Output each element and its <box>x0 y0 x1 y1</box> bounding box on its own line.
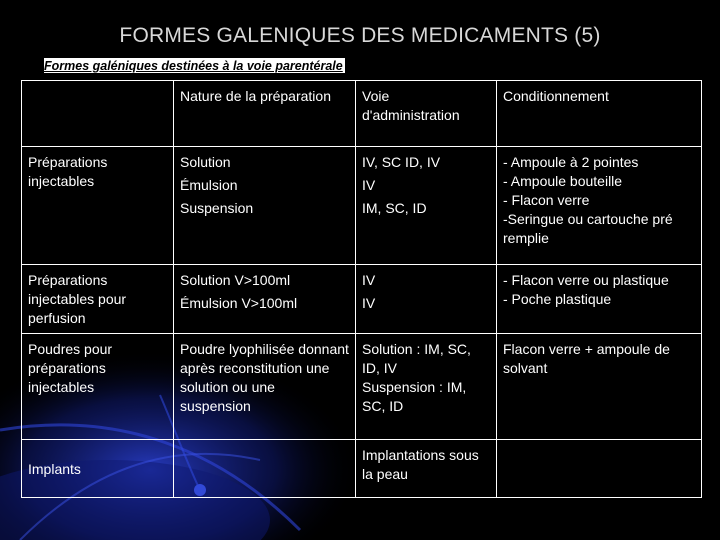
table-header-row <box>22 81 702 147</box>
table-cell: - Ampoule à 2 pointes - Ampoule bouteille - Flacon verre -Seringue ou cartouche pré remplie <box>497 147 702 265</box>
table-header-cell: Conditionnement <box>497 81 702 147</box>
table-header-cell: Nature de la préparation <box>174 81 356 147</box>
table-cell: Poudres pour préparations injectables <box>22 334 174 440</box>
table-cell: IV, SC ID, IV IV IM, SC, ID <box>356 147 497 265</box>
table-cell: IV IV <box>356 265 497 334</box>
table-cell: Implantations sous la peau <box>356 440 497 498</box>
table-cell <box>174 440 356 498</box>
slide-subtitle: Formes galéniques destinées à la voie parentérale <box>44 59 343 73</box>
table-cell: Solution : IM, SC, ID, IV Suspension : IM, SC, ID <box>356 334 497 440</box>
table-cell <box>497 440 702 498</box>
table-header-cell: Voie d'administration <box>356 81 497 147</box>
table-cell: Implants <box>22 440 174 498</box>
table-cell: Solution V>100ml Émulsion V>100ml <box>174 265 356 334</box>
table-row <box>22 440 702 498</box>
table-cell: Préparations injectables <box>22 147 174 265</box>
table-cell: Poudre lyophilisée donnant après reconstitution une solution ou une suspension <box>174 334 356 440</box>
slide-title: FORMES GALENIQUES DES MEDICAMENTS (5) <box>119 24 601 47</box>
table-row <box>22 334 702 440</box>
galenic-forms-table <box>21 80 702 498</box>
table-cell: Préparations injectables pour perfusion <box>22 265 174 334</box>
table-row <box>22 147 702 265</box>
table-row <box>22 265 702 334</box>
table-cell: Flacon verre + ampoule de solvant <box>497 334 702 440</box>
table-cell: Solution Émulsion Suspension <box>174 147 356 265</box>
table-header-cell <box>22 81 174 147</box>
table-cell: - Flacon verre ou plastique - Poche plastique <box>497 265 702 334</box>
